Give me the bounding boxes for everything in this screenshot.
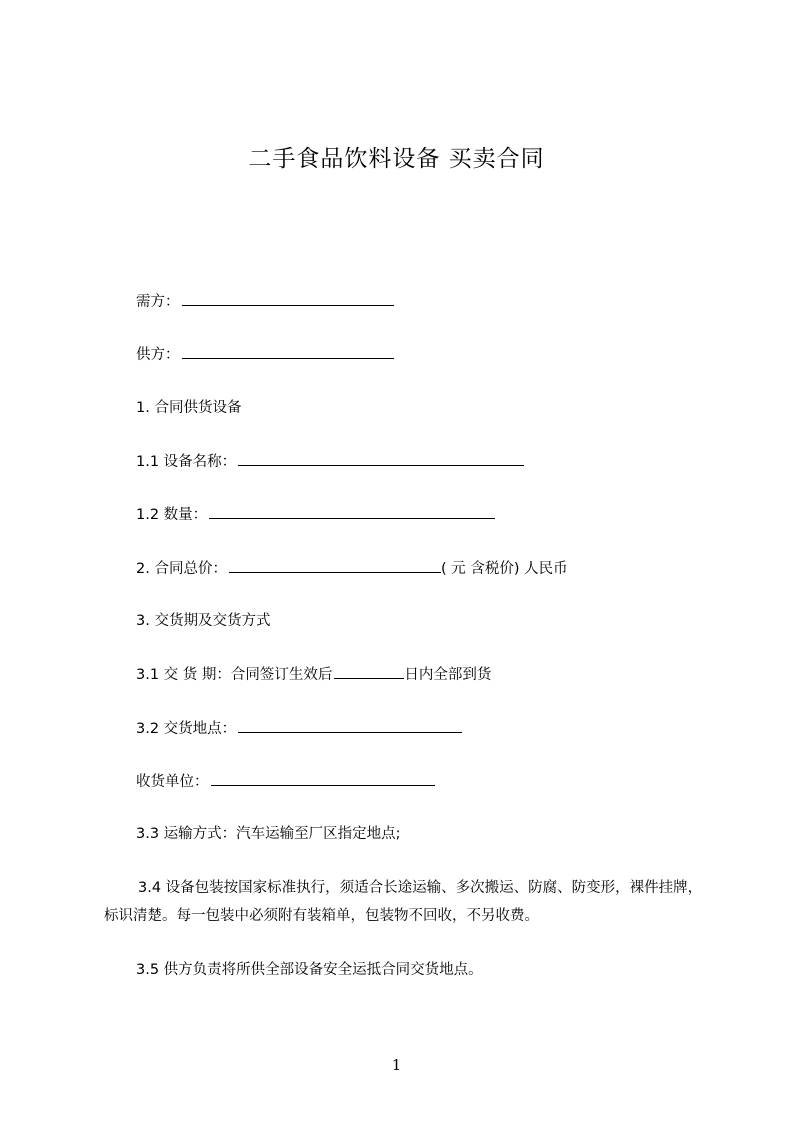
item-3-2-line	[136, 718, 462, 739]
section2-suffix: ( 元 含税价) 人民币	[440, 561, 568, 577]
item-1-1-line	[136, 451, 524, 472]
item-1-2-line	[136, 504, 495, 525]
section1-heading: 1. 合同供货设备	[136, 400, 242, 416]
receiver-label: 收货单位：	[136, 774, 209, 790]
price-blank	[229, 558, 441, 573]
delivery-place-blank	[238, 718, 462, 733]
buyer-blank	[182, 291, 394, 306]
item-3-2-label: 3.2 交货地点：	[136, 721, 237, 737]
seller-line	[136, 344, 394, 365]
item-3-1-prefix: 3.1 交 货 期：合同签订生效后	[136, 667, 333, 683]
seller-label: 供方：	[136, 347, 180, 363]
item-1-2-blank	[209, 504, 495, 519]
item-3-1-suffix: 日内全部到货	[404, 667, 492, 683]
item-1-1-blank	[238, 451, 524, 466]
item-3-5: 3.5 供方负责将所供全部设备安全运抵合同交货地点。	[136, 962, 483, 978]
section2-label: 2. 合同总价：	[136, 561, 227, 577]
receiver-line	[136, 771, 435, 792]
days-blank	[334, 664, 404, 679]
section3-heading: 3. 交货期及交货方式	[136, 613, 271, 629]
item-1-2-label: 1.2 数量：	[136, 507, 208, 523]
seller-blank	[182, 344, 394, 359]
section2-line	[136, 558, 568, 579]
buyer-line	[136, 291, 394, 312]
item-3-4-paragraph: 3.4 设备包装按国家标准执行，须适合长途运输、多次搬运、防腐、防变形，裸件挂牌，标识清楚。每一包装中必须附有装箱单，包装物不回收，不另收费。	[104, 880, 703, 924]
document-title: 二手食品饮料设备 买卖合同	[248, 146, 545, 172]
item-1-1-label: 1.1 设备名称：	[136, 454, 237, 470]
receiver-blank	[211, 771, 435, 786]
item-3-3: 3.3 运输方式：汽车运输至厂区指定地点;	[136, 826, 401, 842]
buyer-label: 需方：	[136, 294, 180, 310]
page-number: 1	[391, 1056, 402, 1074]
item-3-1-line	[136, 664, 491, 685]
